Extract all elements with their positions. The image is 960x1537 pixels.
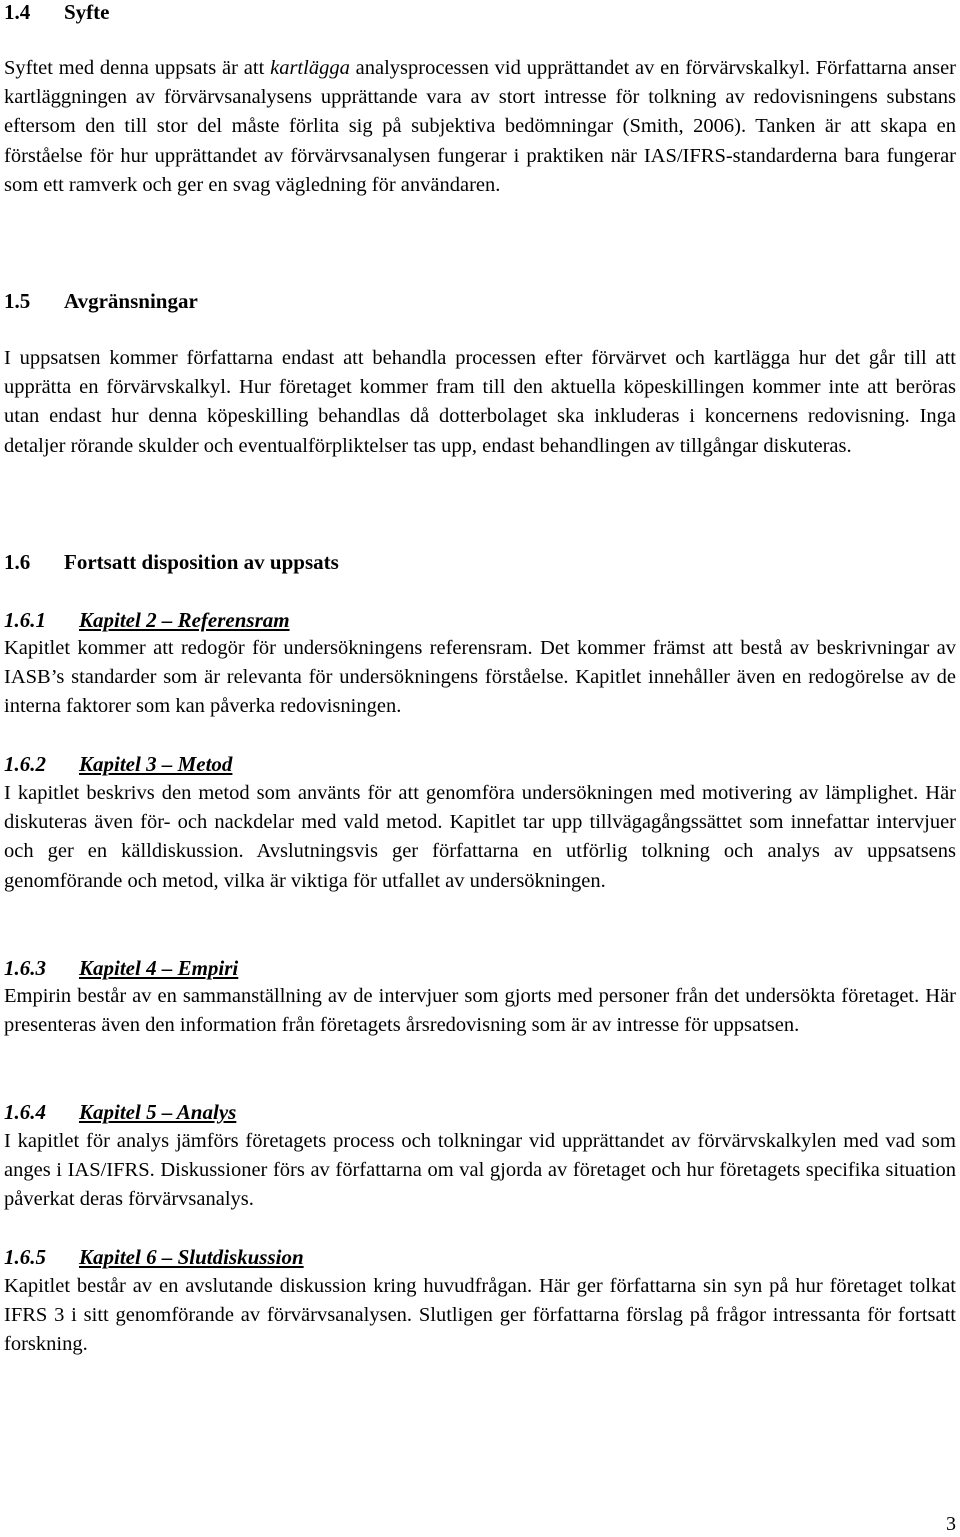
paragraph-kapitel-5: I kapitlet för analys jämförs företagets process och tolkningar vid upprättandet av förvärvskalkylen med vad som anges i IAS/IFRS. Diskussioner förs av författarna om val gjorda av företaget och hur företagets specifika situation påverkat deras förvärvsanalys. (4, 1130, 956, 1211)
page-number: 3 (946, 1513, 956, 1535)
section-heading-syfte: 1.4 Syfte (4, 0, 110, 24)
subheading-kapitel-4: 1.6.3 Kapitel 4 – Empiri (4, 956, 239, 980)
paragraph-kapitel-2: Kapitlet kommer att redogör för undersökningens referensram. Det kommer främst att bestå av beskrivningar av IASB’s standarder som är relevanta för undersökningens förståelse. Kapitlet innehåller även en redogörelse av de interna faktorer som kan påverka redovisningen. (4, 637, 956, 718)
subheading-kapitel-5: 1.6.4 Kapitel 5 – Analys (4, 1100, 237, 1124)
subheading-kapitel-2: 1.6.1 Kapitel 2 – Referensram (4, 608, 290, 632)
subheading-kapitel-6: 1.6.5 Kapitel 6 – Slutdiskussion (4, 1245, 304, 1269)
paragraph-avgransningar: I uppsatsen kommer författarna endast att behandla processen efter förvärvet och kartlägga hur det går till att upprätta en förvärvskalkyl. Hur företaget kommer fram till den aktuella köpeskillingen kommer inte att beröras utan endast hur denna köpeskilling behandlas då dotterbolaget ska inkluderas i koncernens redovisning. Inga detaljer rörande skulder och eventualförpliktelser tas upp, endast behandlingen av tillgångar diskuteras. (4, 347, 956, 457)
section-heading-avgransningar: 1.5 Avgränsningar (4, 289, 198, 313)
paragraph-syfte: Syftet med denna uppsats är att kartlägga analysprocessen vid upprättandet av en förvärvskalkyl. Författarna anser kartläggningen av förvärvsanalysens upprättande vara av stort intresse för tolkning av redovisningens substans eftersom den till stor del måste förlita sig på subjektiva bedömningar (Smith, 2006). Tanken är att skapa en förståelse för hur upprättandet av förvärvsanalysen fungerar i praktiken när IAS/IFRS-standarderna bara fungerar som ett ramverk och ger en svag vägledning för användaren. (4, 57, 956, 196)
subheading-kapitel-3: 1.6.2 Kapitel 3 – Metod (4, 752, 233, 776)
paragraph-kapitel-4: Empirin består av en sammanställning av de intervjuer som gjorts med personer från det undersökta företaget. Här presenteras även den information från företagets årsredovisning som är av intresse för uppsatsen. (4, 985, 956, 1037)
paragraph-kapitel-6: Kapitlet består av en avslutande diskussion kring huvudfrågan. Här ger författarna sin syn på hur företaget tolkat IFRS 3 i sitt genomförande av förvärvsanalysen. Slutligen ger författarna förslag på frågor intressanta för fortsatt forskning. (4, 1275, 956, 1356)
section-heading-disposition: 1.6 Fortsatt disposition av uppsats (4, 550, 339, 574)
paragraph-kapitel-3: I kapitlet beskrivs den metod som använts för att genomföra undersökningen med motivering av lämplighet. Här diskuteras även för- och nackdelar med vald metod. Kapitlet tar upp tillvägagångssättet som innefattar intervjuer och ger en källdiskussion. Avslutningsvis ger författarna en utförlig tolkning och analys av uppsatsens genomförande och metod, vilka är viktiga för utfallet av undersökningen. (4, 782, 956, 892)
